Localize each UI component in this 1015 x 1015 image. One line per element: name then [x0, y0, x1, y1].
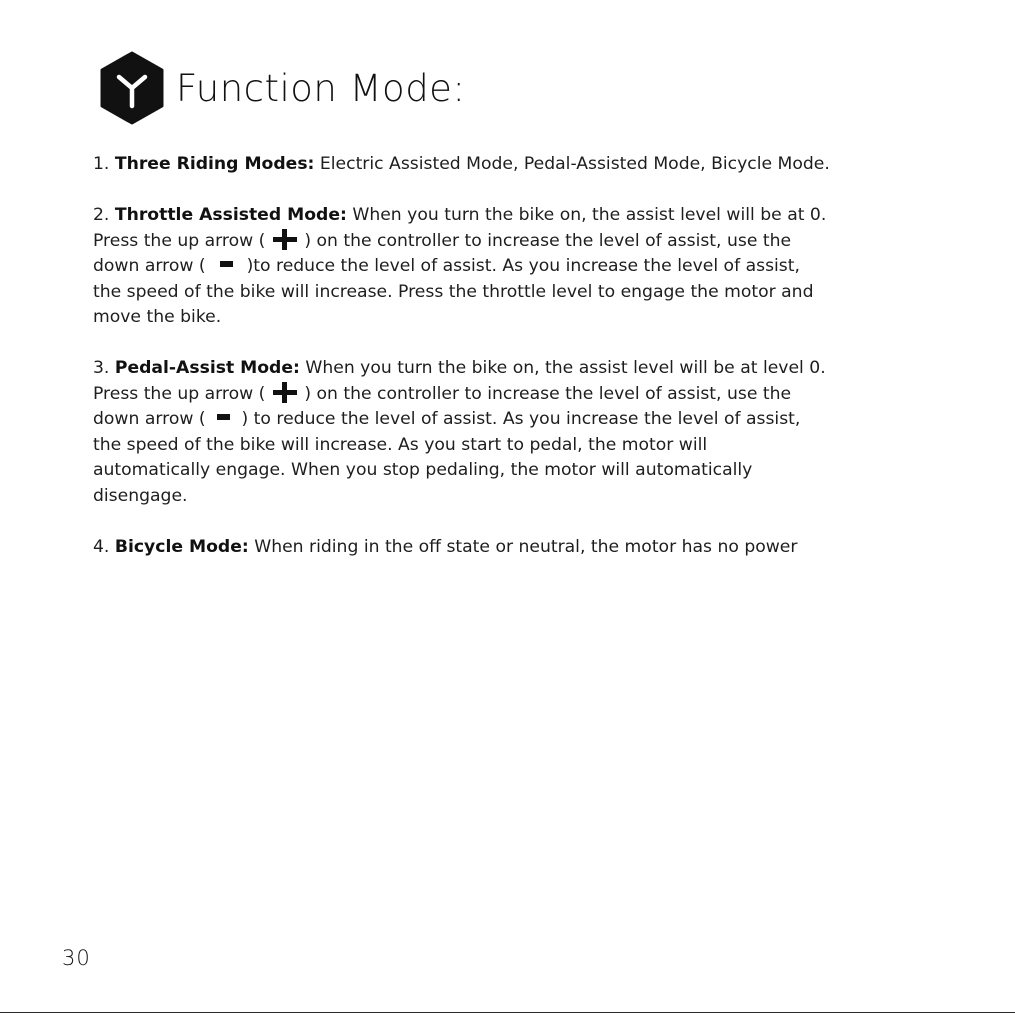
section-text: ) on the controller to increase the level of assist, use the	[304, 230, 792, 251]
section-throttle-assisted	[93, 203, 898, 331]
text-line	[93, 382, 898, 408]
text-line	[93, 535, 898, 561]
text-line	[93, 229, 898, 255]
text-line: move the bike.	[93, 307, 222, 327]
plus-icon	[273, 382, 297, 402]
section-text: down arrow (	[93, 409, 206, 429]
section-text: Press the up arrow (	[93, 383, 266, 404]
section-heading: Three Riding Modes:	[114, 154, 315, 174]
bottom-rule	[0, 1012, 1015, 1013]
section-text: down arrow (	[93, 256, 206, 276]
text-line: the speed of the bike will increase. Press the throttle level to engage the motor and	[93, 281, 814, 302]
text-line	[93, 356, 898, 382]
minus-icon	[220, 261, 233, 267]
section-number: 4.	[93, 536, 110, 557]
page-header	[100, 50, 465, 126]
plus-icon	[273, 229, 297, 249]
y-hexagon-icon	[100, 51, 164, 125]
instructions-body	[93, 152, 898, 586]
text-line	[93, 203, 898, 229]
text-line	[93, 152, 898, 178]
section-number: 2.	[93, 205, 110, 225]
page-number: 30	[62, 946, 91, 970]
section-text: When you turn the bike on, the assist level will be at 0.	[352, 205, 827, 225]
text-line: automatically engage. When you stop pedaling, the motor will automatically	[93, 460, 753, 480]
section-text: ) on the controller to increase the level of assist, use the	[304, 383, 792, 404]
minus-icon	[217, 414, 230, 420]
section-number: 1.	[93, 154, 110, 174]
section-text: When you turn the bike on, the assist level will be at level 0.	[305, 358, 826, 378]
section-text: Press the up arrow (	[93, 230, 266, 251]
section-heading: Throttle Assisted Mode:	[114, 205, 347, 225]
section-heading: Bicycle Mode:	[114, 536, 249, 557]
section-text: Electric Assisted Mode, Pedal-Assisted Mode, Bicycle Mode.	[319, 154, 830, 174]
section-bicycle-mode	[93, 535, 898, 561]
section-text: )to reduce the level of assist. As you increase the level of assist,	[246, 256, 800, 276]
text-line	[93, 254, 898, 280]
text-line: disengage.	[93, 485, 188, 506]
section-text: ) to reduce the level of assist. As you increase the level of assist,	[241, 409, 801, 429]
page-title: Function Mode:	[176, 66, 466, 110]
text-line	[93, 407, 898, 433]
text-line: the speed of the bike will increase. As you start to pedal, the motor will	[93, 434, 708, 455]
section-pedal-assist	[93, 356, 898, 509]
section-heading: Pedal-Assist Mode:	[114, 358, 300, 378]
section-text: When riding in the off state or neutral, the motor has no power	[254, 536, 798, 557]
section-riding-modes	[93, 152, 898, 178]
section-number: 3.	[93, 358, 110, 378]
